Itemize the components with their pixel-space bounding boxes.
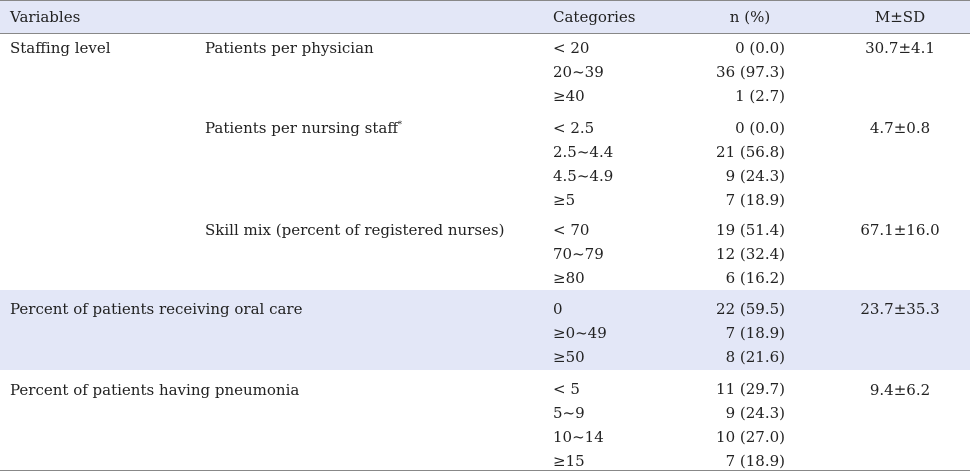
category-cell: ≥80 bbox=[553, 269, 585, 287]
n-cell: 1 (2.7) bbox=[735, 87, 785, 105]
n-cell: 7 (18.9) bbox=[725, 324, 785, 342]
category-cell: 10~14 bbox=[553, 428, 604, 446]
n-cell: 0 (0.0) bbox=[735, 119, 785, 137]
n-cell: 9 (24.3) bbox=[725, 167, 785, 185]
n-cell: 12 (32.4) bbox=[716, 245, 785, 263]
oral-categories bbox=[553, 297, 607, 369]
n-cell: 10 (27.0) bbox=[716, 428, 785, 446]
header-categories: Categories bbox=[553, 8, 636, 26]
n-cell: 0 (0.0) bbox=[735, 39, 785, 57]
category-cell: ≥50 bbox=[553, 348, 585, 366]
nursing-msd: 4.7±0.8 bbox=[869, 119, 931, 137]
row-label-oral-care: Percent of patients receiving oral care bbox=[10, 300, 303, 318]
header-n-pct: n (%) bbox=[729, 8, 771, 26]
row-label-nursing bbox=[205, 118, 402, 138]
n-cell: 9 (24.3) bbox=[725, 404, 785, 422]
n-cell: 36 (97.3) bbox=[716, 63, 785, 81]
category-cell: 70~79 bbox=[553, 245, 604, 263]
category-cell: < 2.5 bbox=[553, 119, 595, 137]
category-cell: < 70 bbox=[553, 221, 590, 239]
pneumonia-msd: 9.4±6.2 bbox=[869, 381, 931, 399]
row-label-pneumonia: Percent of patients having pneumonia bbox=[10, 381, 300, 399]
category-cell: ≥0~49 bbox=[553, 324, 607, 342]
table-header bbox=[0, 0, 970, 34]
category-cell: 20~39 bbox=[553, 63, 604, 81]
row-label-skill-mix: Skill mix (percent of registered nurses) bbox=[205, 221, 505, 239]
oral-n bbox=[640, 297, 785, 369]
nursing-n bbox=[640, 116, 785, 212]
category-cell: 2.5~4.4 bbox=[553, 143, 614, 161]
oral-msd: 23.7±35.3 bbox=[860, 300, 940, 318]
skill-categories bbox=[553, 218, 604, 290]
physician-msd: 30.7±4.1 bbox=[865, 39, 935, 57]
n-cell: 7 (18.9) bbox=[725, 191, 785, 209]
category-cell: 5~9 bbox=[553, 404, 585, 422]
category-cell: 4.5~4.9 bbox=[553, 167, 614, 185]
pneumonia-n bbox=[640, 377, 785, 473]
physician-n bbox=[640, 36, 785, 108]
category-cell: 0 bbox=[553, 300, 563, 318]
n-cell: 19 (51.4) bbox=[716, 221, 785, 239]
n-cell: 11 (29.7) bbox=[716, 380, 785, 398]
skill-msd: 67.1±16.0 bbox=[860, 221, 940, 239]
header-variables: Variables bbox=[10, 8, 81, 26]
n-cell: 22 (59.5) bbox=[716, 300, 785, 318]
n-cell: 7 (18.9) bbox=[725, 452, 785, 470]
category-cell: ≥40 bbox=[553, 87, 585, 105]
physician-categories bbox=[553, 36, 604, 108]
header-msd: M±SD bbox=[874, 8, 926, 26]
n-cell: 6 (16.2) bbox=[725, 269, 785, 287]
row-label-staffing: Staffing level bbox=[10, 39, 111, 57]
category-cell: ≥15 bbox=[553, 452, 585, 470]
category-cell: < 20 bbox=[553, 39, 590, 57]
bottom-rule bbox=[0, 470, 970, 471]
category-cell: ≥5 bbox=[553, 191, 576, 209]
n-cell: 8 (21.6) bbox=[725, 348, 785, 366]
category-cell: < 5 bbox=[553, 380, 580, 398]
footnote-marker: * bbox=[397, 120, 402, 129]
pneumonia-categories bbox=[553, 377, 604, 473]
n-cell: 21 (56.8) bbox=[716, 143, 785, 161]
skill-n bbox=[640, 218, 785, 290]
row-label-physician: Patients per physician bbox=[205, 39, 374, 57]
nursing-categories bbox=[553, 116, 613, 212]
nursing-label-text: Patients per nursing staff bbox=[205, 119, 398, 137]
